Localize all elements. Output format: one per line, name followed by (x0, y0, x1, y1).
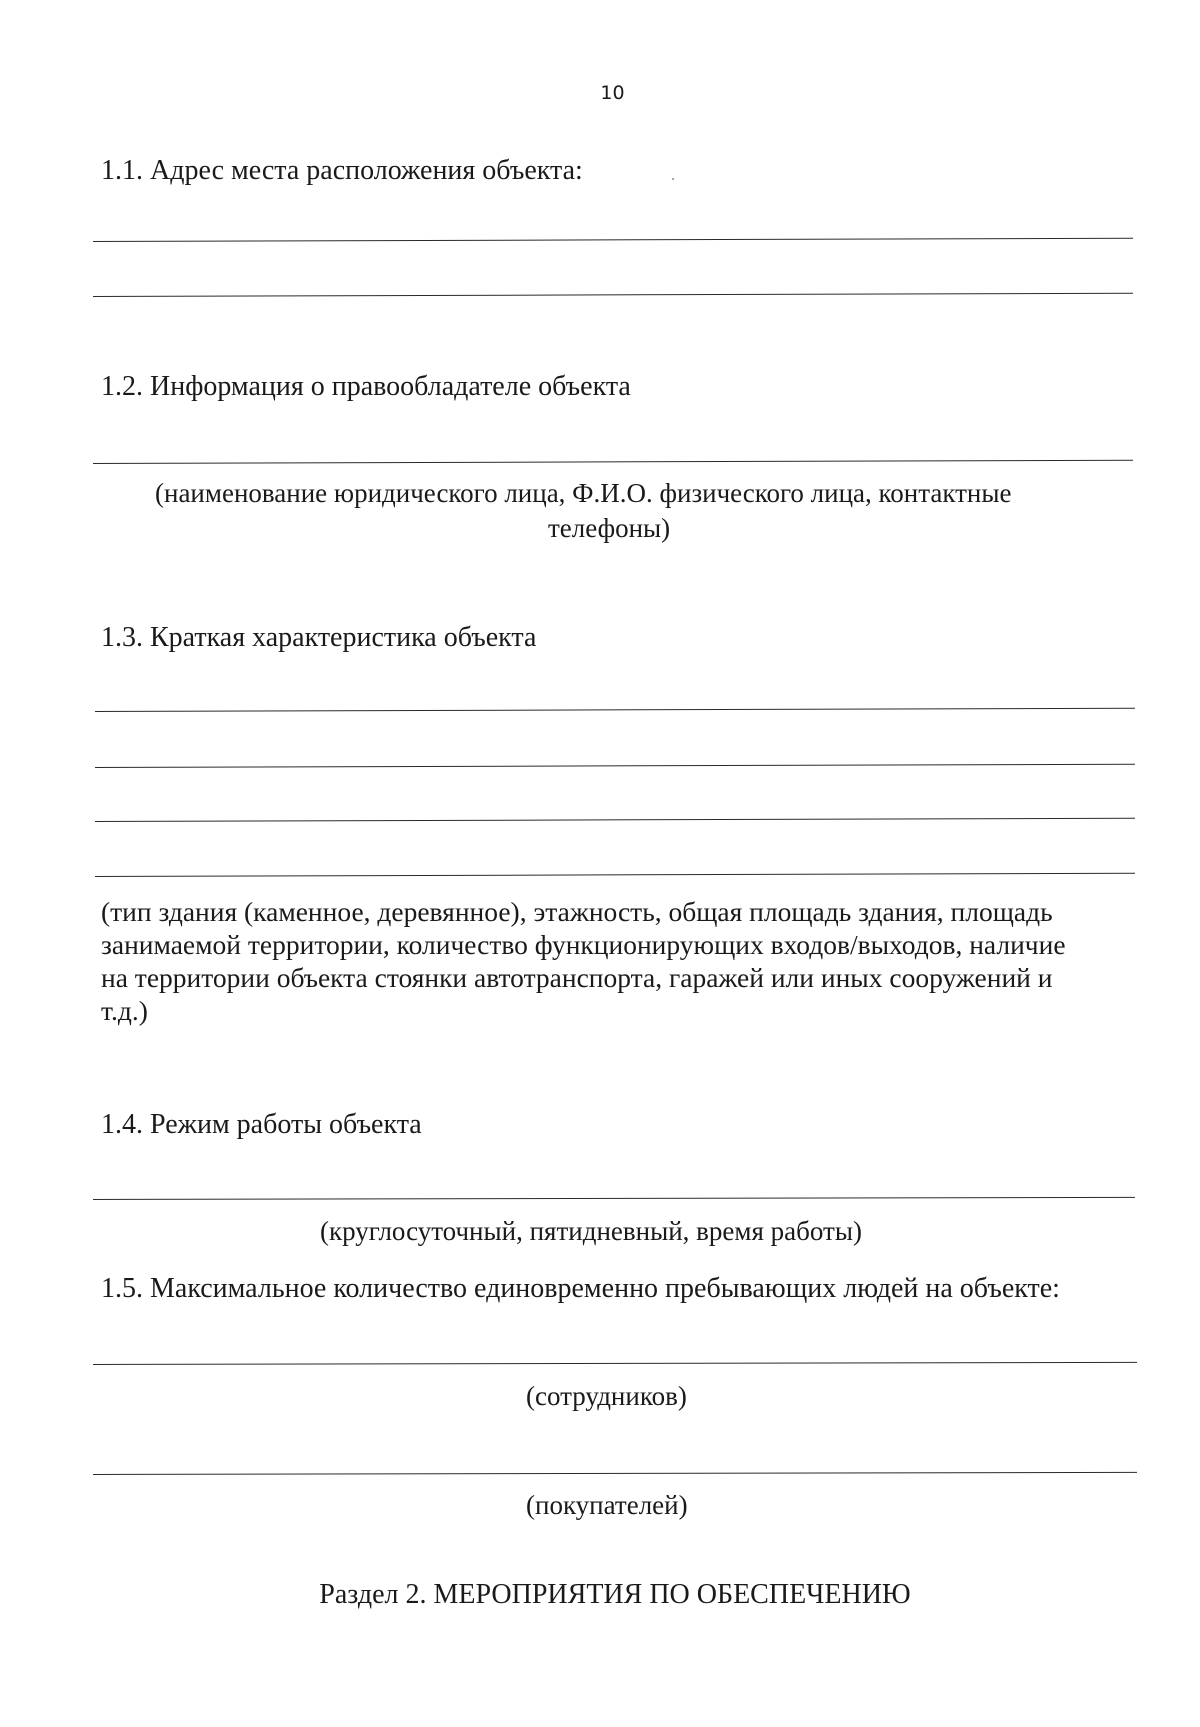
characteristics-caption-line-2: занимаемой территории, количество функционирующих входов/выходов, наличие (101, 929, 1066, 960)
characteristics-caption-line-4: т.д.) (101, 995, 148, 1026)
address-line-1[interactable] (93, 238, 1133, 242)
characteristics-line-3[interactable] (95, 818, 1135, 822)
characteristics-line-2[interactable] (95, 764, 1135, 768)
section-1-4-heading: 1.4. Режим работы объекта (101, 1109, 422, 1140)
customers-caption: (покупателей) (526, 1490, 688, 1520)
owner-caption-line-2: телефоны) (548, 513, 671, 543)
staff-count-line[interactable] (93, 1362, 1137, 1365)
work-mode-line[interactable] (93, 1197, 1135, 1200)
section-1-1-heading: 1.1. Адрес места расположения объекта: (101, 155, 583, 186)
section-1-2-heading: 1.2. Информация о правообладателе объекта (101, 371, 631, 402)
page-number: 10 (600, 82, 625, 104)
characteristics-line-4[interactable] (95, 873, 1135, 877)
address-line-2[interactable] (93, 293, 1133, 297)
staff-caption: (сотрудников) (526, 1381, 687, 1411)
owner-caption-line-1: (наименование юридического лица, Ф.И.О. физического лица, контактные (155, 478, 1012, 508)
owner-line[interactable] (93, 460, 1133, 464)
characteristics-line-1[interactable] (95, 708, 1135, 712)
section-1-3-heading: 1.3. Краткая характеристика объекта (101, 622, 537, 653)
characteristics-caption (101, 895, 1131, 1027)
section-1-5-heading: 1.5. Максимальное количество единовременно пребывающих людей на объекте: (101, 1273, 1060, 1304)
work-mode-caption: (круглосуточный, пятидневный, время работы) (320, 1216, 862, 1246)
scan-speck (672, 178, 674, 180)
section-2-title: Раздел 2. МЕРОПРИЯТИЯ ПО ОБЕСПЕЧЕНИЮ (319, 1579, 911, 1610)
customer-count-line[interactable] (93, 1472, 1137, 1475)
characteristics-caption-line-3: на территории объекта стоянки автотранспорта, гаражей или иных сооружений и (101, 962, 1053, 993)
characteristics-caption-line-1: (тип здания (каменное, деревянное), этажность, общая площадь здания, площадь (101, 896, 1053, 927)
